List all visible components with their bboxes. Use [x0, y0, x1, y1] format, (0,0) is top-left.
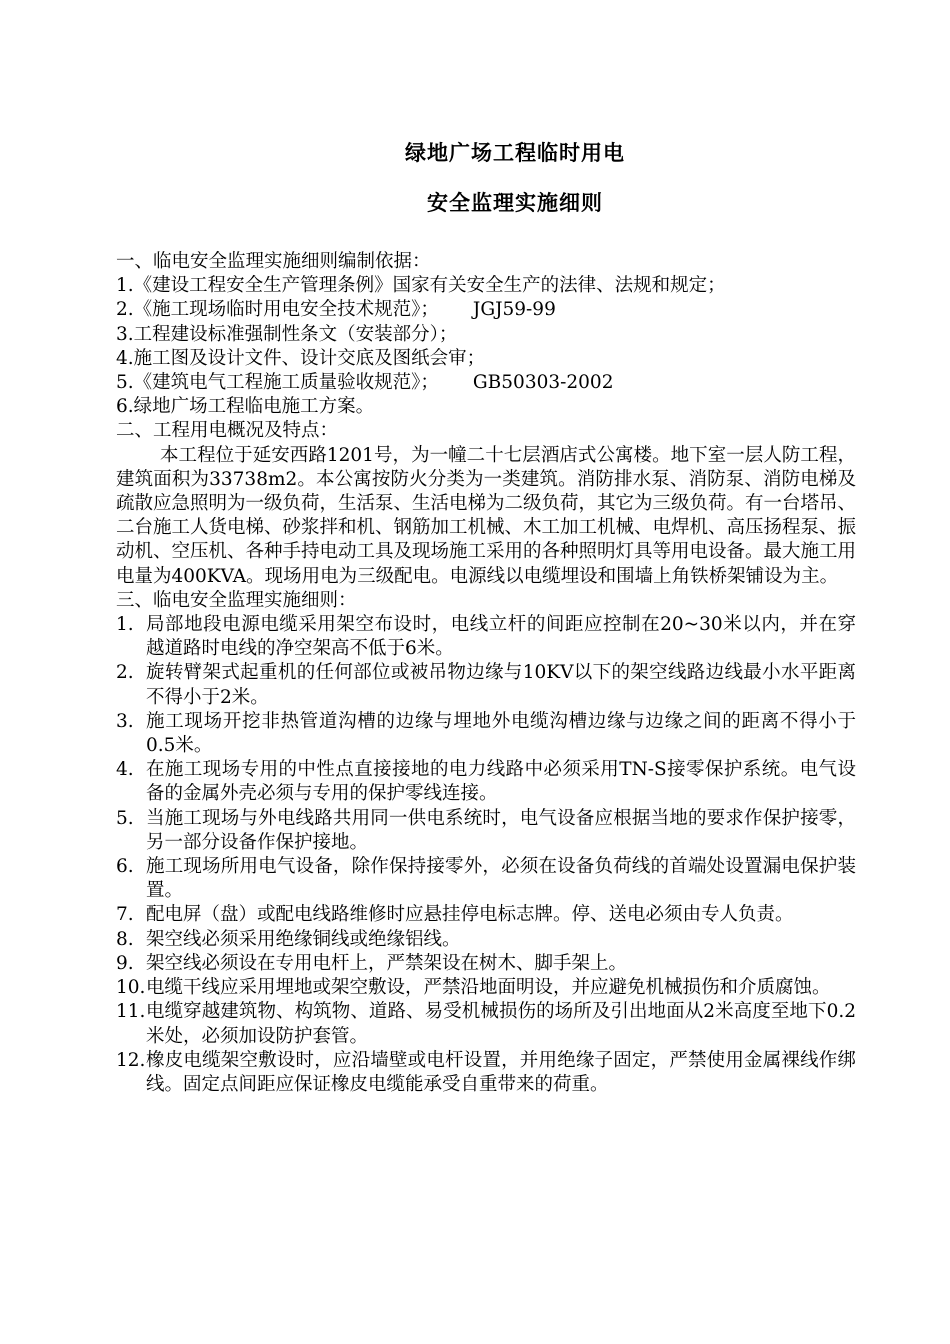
document-title-line1: 绿地广场工程临时用电 — [405, 140, 625, 165]
rule-item: 11. 电缆穿越建筑物、构筑物、道路、易受机械损伤的场所及引出地面从2米高度至地下0.2米处，必须加设防护套管。 — [116, 1001, 856, 1047]
rule-item: 12. 橡皮电缆架空敷设时，应沿墙壁或电杆设置，并用绝缘子固定，严禁使用金属裸线作绑线。固定点间距应保证橡皮电缆能承受自重带来的荷重。 — [116, 1049, 856, 1095]
standard-code: JGJ59-99 — [472, 299, 556, 321]
reference-item: 6.绿地广场工程临电施工方案。 — [116, 396, 375, 418]
standard-code: GB50303-2002 — [472, 372, 614, 394]
document-title-line2: 安全监理实施细则 — [427, 190, 603, 215]
rule-item: 8. 架空线必须采用绝缘铜线或绝缘铝线。 — [116, 928, 461, 950]
document-body — [116, 250, 856, 1097]
reference-item: 4.施工图及设计文件、设计交底及图纸会审； — [116, 347, 486, 369]
reference-item: 1.《建设工程安全生产管理条例》国家有关安全生产的法律、法规和规定； — [116, 275, 726, 297]
rule-item: 1. 局部地段电源电缆采用架空布设时，电线立杆的间距应控制在20~30米以内，并在穿越道路时电线的净空架高不低于6米。 — [116, 614, 856, 660]
rule-item: 10. 电缆干线应采用埋地或架空敷设，严禁沿地面明设，并应避免机械损伤和介质腐蚀。 — [116, 977, 831, 999]
reference-item: 2.《施工现场临时用电安全技术规范》； JGJ59-99 — [116, 299, 556, 321]
reference-item: 5.《建筑电气工程施工质量验收规范》； GB50303-2002 — [116, 372, 614, 394]
rule-item: 9. 架空线必须设在专用电杆上，严禁架设在树木、脚手架上。 — [116, 952, 628, 974]
rule-item: 2. 旋转臂架式起重机的任何部位或被吊物边缘与10KV以下的架空线路边线最小水平距离不得小于2米。 — [116, 662, 856, 708]
project-overview-paragraph: 本工程位于延安西路1201号，为一幢二十七层酒店式公寓楼。地下室一层人防工程，建筑面积为33738m2。本公寓按防火分类为一类建筑。消防排水泵、消防泵、消防电梯及疏散应急照明为一级负荷，生活泵、生活电梯为二级负荷，其它为三级负荷。有一台塔吊、二台施工人货电梯、砂浆拌和机、钢筋加工机械、木工加工机械、电焊机、高压扬程泵、振动机、空压机、各种手持电动工具及现场施工采用的各种照明灯具等用电设备。最大施工用电量为400KVA。现场用电为三级配电。电源线以电缆埋设和围墙上角铁桥架铺设为主。 — [116, 444, 857, 587]
rule-item: 7. 配电屏（盘）或配电线路维修时应悬挂停电标志牌。停、送电必须由专人负责。 — [116, 904, 794, 926]
rule-item: 4. 在施工现场专用的中性点直接接地的电力线路中必须采用TN-S接零保护系统。电气设备的金属外壳必须与专用的保护零线连接。 — [116, 759, 856, 805]
section2-heading: 二、工程用电概况及特点： — [116, 420, 339, 442]
rule-item: 5. 当施工现场与外电线路共用同一供电系统时，电气设备应根据当地的要求作保护接零，另一部分设备作保护接地。 — [116, 807, 856, 853]
section1-heading: 一、临电安全监理实施细则编制依据： — [116, 251, 431, 272]
section3-heading: 三、临电安全监理实施细则： — [116, 589, 357, 611]
rule-item: 3. 施工现场开挖非热管道沟槽的边缘与埋地外电缆沟槽边缘与边缘之间的距离不得小于0.5米。 — [116, 710, 856, 757]
reference-item: 3.工程建设标准强制性条文（安装部分）； — [116, 323, 458, 345]
rule-item: 6. 施工现场所用电气设备，除作保持接零外，必须在设备负荷线的首端处设置漏电保护装置。 — [116, 856, 856, 902]
